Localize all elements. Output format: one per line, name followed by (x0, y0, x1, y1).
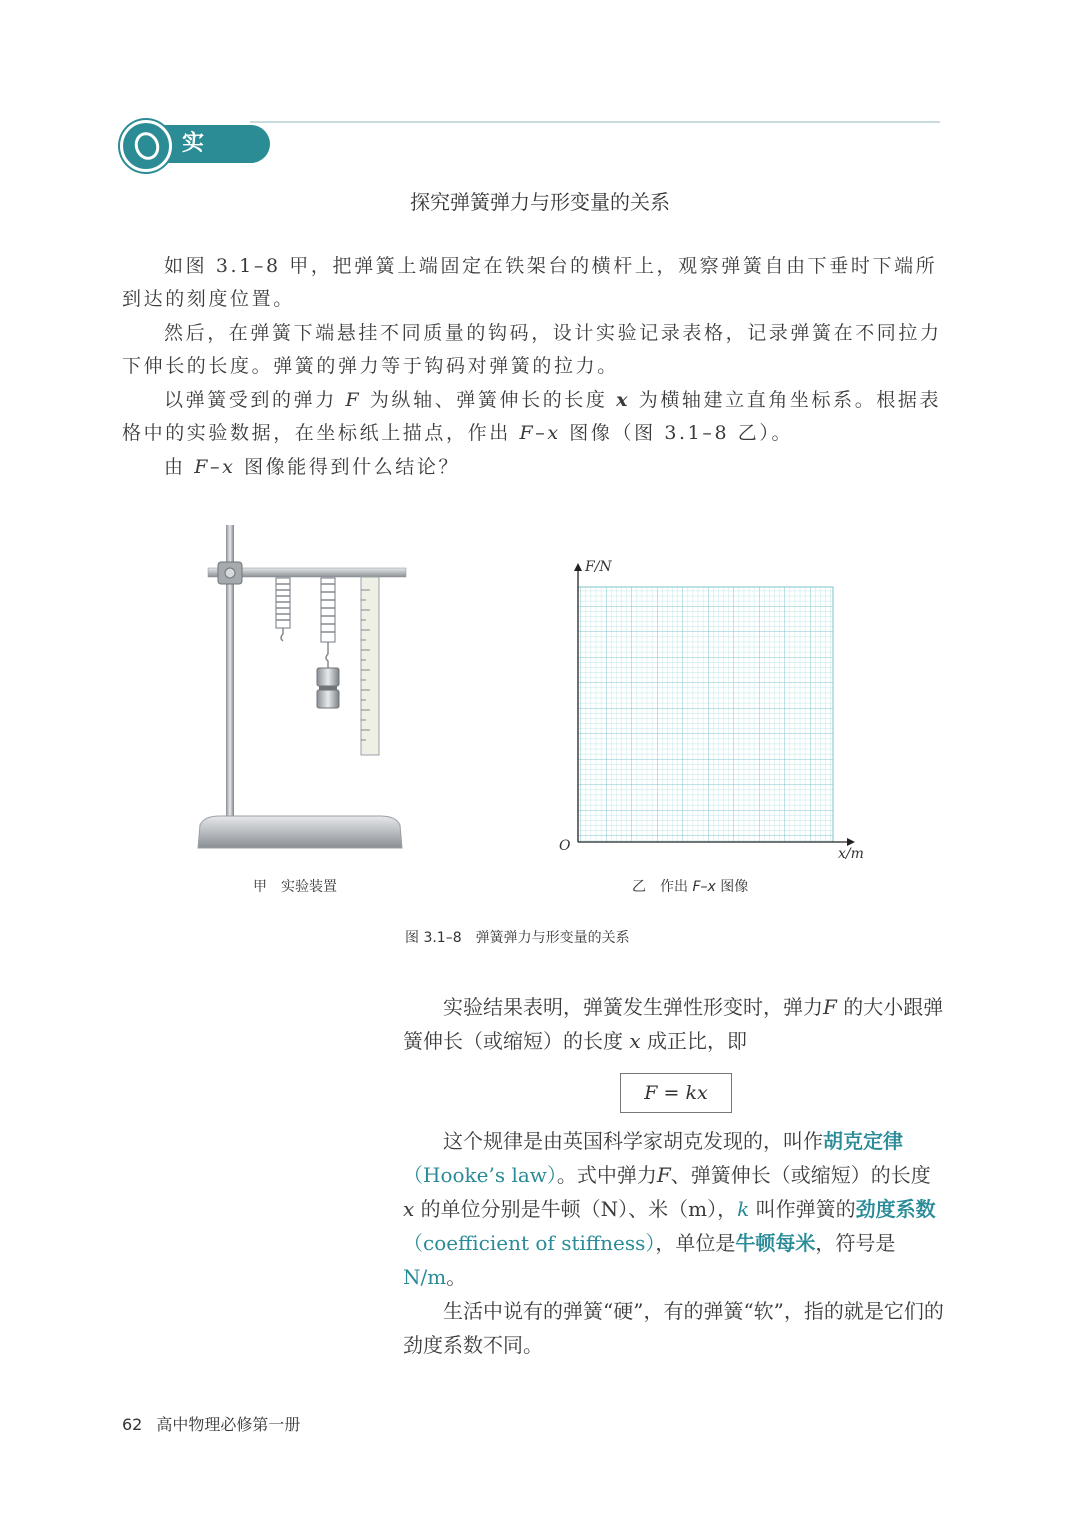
left-figure-caption: 甲 实验装置 (253, 879, 337, 895)
origin-label: O (559, 838, 571, 854)
y-axis-label: F/N (585, 559, 612, 575)
ruler (361, 577, 379, 755)
figure-caption: 图 3.1–8 弹簧弹力与形变量的关系 (405, 930, 630, 946)
experiment-badge (158, 125, 270, 194)
conclusion-paragraph-3: 生活中说有的弹簧“硬”，有的弹簧“软”，指的就是它们的劲度系数不同。 (403, 1299, 944, 1357)
apparatus-illustration (190, 520, 415, 855)
intro-paragraph-3: 以弹簧受到的弹力 F 为纵轴、弹簧伸长的长度 x 为横轴建立直角坐标系。根据表格中的实验数据，在坐标纸上描点，作出 F–x 图像（图 3.1–8 乙）。 (122, 389, 942, 444)
x-axis-arrow (847, 838, 855, 846)
spring-loaded (321, 578, 335, 668)
conclusion-paragraph-2: 这个规律是由英国科学家胡克发现的，叫作胡克定律（Hooke’s law）。式中弹力F、弹簧伸长（或缩短）的长度 x 的单位分别是牛顿（N）、米（m），k 叫作弹簧的劲度系数（coefficient of stiffness），单位是牛顿每米，符号是N/m。 (403, 1129, 936, 1289)
book-title: 高中物理必修第一册 (156, 1415, 301, 1434)
experiment-badge-label: 实 验 (182, 131, 219, 194)
intro-paragraph-2: 然后，在弹簧下端悬挂不同质量的钩码，设计实验记录表格，记录弹簧在不同拉力下伸长的长度。弹簧的弹力等于钩码对弹簧的拉力。 (122, 322, 942, 377)
magnifier-icon (120, 120, 172, 172)
page-number: 62 (122, 1415, 143, 1434)
right-figure-caption: 乙 作出 F–x 图像 (632, 879, 749, 895)
page-footer (122, 1412, 300, 1435)
stand-base (198, 816, 402, 848)
term-hookes-law: 胡克定律 (823, 1129, 903, 1153)
hooke-formula: F = kx (620, 1073, 732, 1113)
term-stiffness: 劲度系数 (855, 1197, 936, 1221)
graph-paper-grid (578, 587, 833, 842)
intro-paragraph-1: 如图 3.1–8 甲，把弹簧上端固定在铁架台的横杆上，观察弹簧自由下垂时下端所到达的刻度位置。 (122, 255, 938, 310)
conclusion-paragraph-1: 实验结果表明，弹簧发生弹性形变时，弹力F 的大小跟弹簧伸长（或缩短）的长度 x 成正比，即 (403, 995, 944, 1053)
x-axis-label: x/m (838, 846, 864, 862)
y-axis-arrow (574, 563, 582, 571)
fx-graph (555, 555, 875, 865)
hook-weights (317, 668, 339, 708)
experiment-title: 探究弹簧弹力与形变量的关系 (410, 190, 670, 214)
header-rule (250, 121, 940, 123)
intro-paragraph-4: 由 F–x 图像能得到什么结论？ (164, 456, 461, 478)
spring-free (276, 578, 290, 641)
term-unit-name: 牛顿每米 (735, 1231, 816, 1255)
